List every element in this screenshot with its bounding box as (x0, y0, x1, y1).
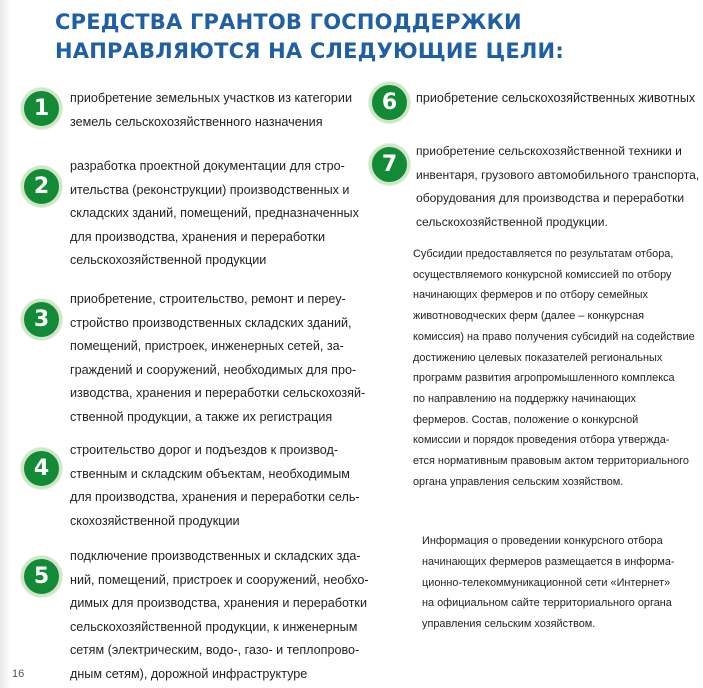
text-line: сельскохозяйственной продукции. (416, 214, 608, 229)
text-line: помещений, пристроек, инженерных сетей, за- (70, 339, 344, 354)
item-number-badge: 1 (21, 88, 62, 129)
list-item-text (70, 288, 366, 430)
text-line: инвентаря, грузового автомобильного транспорта, (416, 167, 700, 182)
title-line-1: СРЕДСТВА ГРАНТОВ ГОСПОДДЕРЖКИ (55, 10, 522, 34)
text-line: ительства (реконструкции) производственных и (70, 182, 350, 197)
text-line: для производства, хранения и переработки сель- (70, 490, 360, 505)
text-line: изводства, хранения и переработки сельскохозяй- (70, 386, 366, 401)
text-line: дным сетям), дорожной инфраструктуре (70, 666, 308, 681)
list-item-text (70, 439, 360, 533)
text-line: животноводческих ферм (далее – конкурсная (413, 310, 645, 323)
text-line: фермеров. Состав, положение о конкурсной (413, 413, 639, 426)
text-line: комиссия) на право получения субсидий на содействие (413, 330, 695, 343)
title-line-2: НАПРАВЛЯЮТСЯ НА СЛЕДУЮЩИЕ ЦЕЛИ: (55, 39, 564, 63)
info-paragraph (422, 531, 688, 635)
text-line: начинающих фермеров размещается в информа- (422, 555, 675, 568)
text-line: димых для производства, хранения и переработки (70, 596, 367, 611)
text-line: начинающих фермеров и по отбору семейных (413, 289, 648, 302)
text-line: приобретение земельных участков из категории (70, 91, 352, 105)
text-line: ционно-телекоммуникационной сети «Интернет» (422, 576, 671, 589)
list-item-text (416, 87, 696, 111)
text-line: Информация о проведении конкурсного отбора (422, 535, 663, 547)
list-item-text (416, 140, 700, 234)
text-line: ний, помещений, пристроек и сооружений, необхо- (70, 572, 369, 587)
text-line: Субсидии предоставляется по результатам отбора, (413, 248, 674, 260)
text-line: граждений и сооружений, необходимых для про- (70, 362, 357, 377)
text-line: сельскохозяйственной продукции (70, 253, 267, 268)
text-line: земель сельскохозяйственного назначения (70, 114, 323, 129)
text-line: ственной продукции, а также их регистрация (70, 409, 333, 424)
text-line: оборудования для производства и переработки (416, 191, 685, 206)
text-line: строительство дорог и подъездов к производ- (70, 443, 339, 457)
text-line: приобретение сельскохозяйственной техники и (416, 144, 682, 158)
item-number-badge: 6 (369, 82, 410, 123)
page-number: 16 (12, 668, 25, 680)
text-line: подключение производственных и складских зда- (70, 549, 361, 563)
text-line: на официальном сайте территориального органа (422, 597, 672, 610)
text-line: скохозяйственной продукции (70, 513, 240, 528)
text-line: по направлению на поддержку начинающих (413, 392, 636, 405)
subsidies-paragraph (413, 244, 695, 492)
text-line: достижению целевых показателей региональных (413, 351, 663, 364)
item-number-badge: 7 (369, 144, 410, 185)
list-item-text (70, 87, 360, 134)
text-line: сельскохозяйственной продукции, к инженерным (70, 619, 358, 634)
text-line: для производства, хранения и переработки (70, 229, 326, 244)
text-line: сетям (электрическим, водо-, газо- и теплопрово- (70, 643, 360, 658)
text-line: ется нормативным правовым актом территориального (413, 455, 689, 468)
item-number-badge: 5 (21, 556, 62, 597)
item-number-badge: 3 (21, 299, 62, 340)
text-line: управления сельским хозяйством. (422, 618, 596, 631)
text-line: осуществляемого конкурсной комиссией по отбору (413, 268, 672, 281)
text-line: стройство производственных складских зданий, (70, 315, 352, 330)
text-line: органа управления сельским хозяйством. (413, 475, 624, 488)
text-line: ственным и складским объектам, необходимым (70, 466, 350, 481)
text-line: комиссии и порядок проведения отбора утвержда- (413, 434, 670, 447)
text-line: складских зданий, помещений, предназначенных (70, 206, 359, 221)
item-number-badge: 4 (21, 448, 62, 489)
page-title (55, 8, 575, 66)
list-item-text (70, 545, 369, 687)
text-line: приобретение, строительство, ремонт и переу- (70, 292, 346, 306)
list-item-text (70, 155, 360, 273)
text-line: разработка проектной документации для стро- (70, 159, 345, 173)
text-line: программ развития агропромышленного комплекса (413, 372, 675, 385)
text-line: приобретение сельскохозяйственных животных (416, 91, 696, 105)
page-fold-shadow (0, 0, 10, 688)
item-number-badge: 2 (21, 166, 62, 207)
